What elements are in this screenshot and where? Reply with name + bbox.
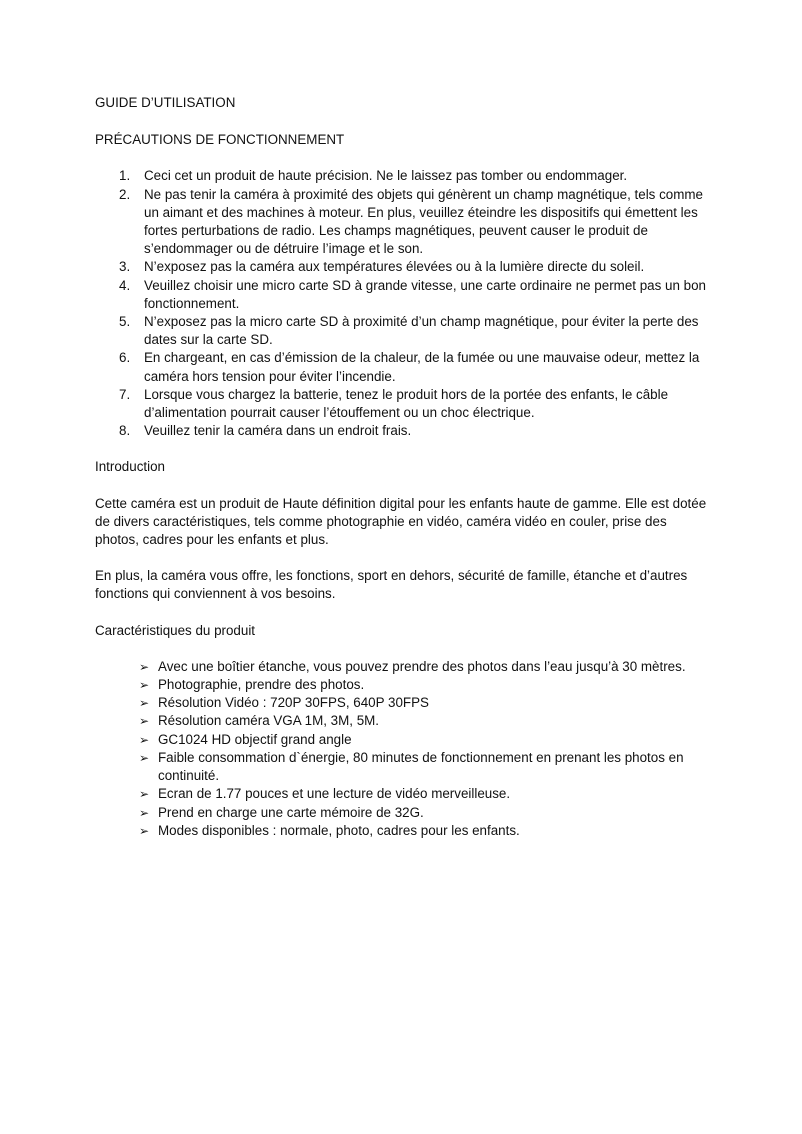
precaution-number: 6. [119,350,131,366]
feature-item [95,731,707,749]
introduction-paragraph: Cette caméra est un produit de Haute définition digital pour les enfants haute de gamme. Elle est dotée de divers caractéristiques, tels comme photographie en vidéo, caméra vidéo en couler, prise des photos, cadres pour les enfants et plus. [95,495,707,548]
precaution-item [95,313,707,349]
precaution-item [95,349,707,385]
document-title: GUIDE D’UTILISATION [95,95,236,110]
precaution-item [95,422,707,440]
arrow-bullet-icon: ➢ [139,678,150,693]
arrow-bullet-icon: ➢ [139,787,150,802]
precaution-text: Veuillez choisir une micro carte SD à grande vitesse, une carte ordinaire ne permet pas un bon fonctionnement. [144,277,706,311]
feature-item [95,749,707,785]
feature-text: Ecran de 1.77 pouces et une lecture de vidéo merveilleuse. [158,786,511,802]
precaution-number: 2. [119,186,131,202]
arrow-bullet-icon: ➢ [139,750,150,765]
precaution-text: N’exposez pas la micro carte SD à proximité d’un champ magnétique, pour éviter la perte des dates sur la carte SD. [144,314,699,348]
arrow-bullet-icon: ➢ [139,696,150,711]
introduction-paragraph: En plus, la caméra vous offre, les fonctions, sport en dehors, sécurité de famille, étanche et d’autres fonctions qui conviennent à vos besoins. [95,568,688,602]
arrow-bullet-icon: ➢ [139,714,150,729]
precaution-number: 3. [119,259,131,275]
feature-item [95,804,707,822]
feature-text: Résolution caméra VGA 1M, 3M, 5M. [158,713,380,729]
precaution-number: 4. [119,277,131,293]
feature-item [95,822,707,840]
precaution-number: 8. [119,423,131,439]
feature-item [95,785,707,803]
precautions-list [95,167,707,440]
precaution-item [95,277,707,313]
precaution-text: Veuillez tenir la caméra dans un endroit frais. [144,423,412,439]
feature-text: Photographie, prendre des photos. [158,677,365,693]
introduction-heading: Introduction [95,459,165,475]
document-page [95,94,707,840]
precaution-text: Ne pas tenir la caméra à proximité des objets qui génèrent un champ magnétique, tels comme un aimant et des machines à moteur. En plus, veuillez éteindre les dispositifs qui émettent les fortes perturbations de radio. Les champs magnétiques, peuvent causer le produit de s’endommager ou de détruire l’image et le son. [144,186,703,257]
feature-text: Résolution Vidéo : 720P 30FPS, 640P 30FPS [158,695,429,711]
feature-item [95,712,707,730]
arrow-bullet-icon: ➢ [139,805,150,820]
feature-text: Faible consommation d`énergie, 80 minutes de fonctionnement en prenant les photos en continuité. [158,749,684,784]
precaution-item [95,258,707,276]
features-list [95,658,707,840]
feature-text: GC1024 HD objectif grand angle [158,731,352,747]
arrow-bullet-icon: ➢ [139,659,150,674]
precaution-number: 1. [119,168,131,184]
precaution-text: N’exposez pas la caméra aux températures élevées ou à la lumière directe du soleil. [144,259,645,275]
precaution-number: 7. [119,386,131,402]
feature-item [95,694,707,712]
precaution-text: Ceci cet un produit de haute précision. Ne le laissez pas tomber ou endommager. [144,168,628,184]
arrow-bullet-icon: ➢ [139,823,150,838]
feature-text: Prend en charge une carte mémoire de 32G. [158,804,424,820]
precautions-heading: PRÉCAUTIONS DE FONCTIONNEMENT [95,132,345,148]
feature-text: Modes disponibles : normale, photo, cadres pour les enfants. [158,822,520,838]
feature-item [95,658,707,676]
precaution-item [95,386,707,422]
feature-text: Avec une boîtier étanche, vous pouvez prendre des photos dans l’eau jusqu’à 30 mètres. [158,658,686,674]
precaution-item [95,186,707,259]
arrow-bullet-icon: ➢ [139,732,150,747]
feature-item [95,676,707,694]
precaution-text: En chargeant, en cas d’émission de la chaleur, de la fumée ou une mauvaise odeur, mettez la caméra hors tension pour éviter l’incendie. [144,350,700,384]
precaution-number: 5. [119,314,131,330]
precaution-text: Lorsque vous chargez la batterie, tenez le produit hors de la portée des enfants, le câble d’alimentation pourrait causer l’étouffement ou un choc électrique. [144,386,669,421]
precaution-item [95,167,707,185]
features-heading: Caractéristiques du produit [95,622,256,638]
